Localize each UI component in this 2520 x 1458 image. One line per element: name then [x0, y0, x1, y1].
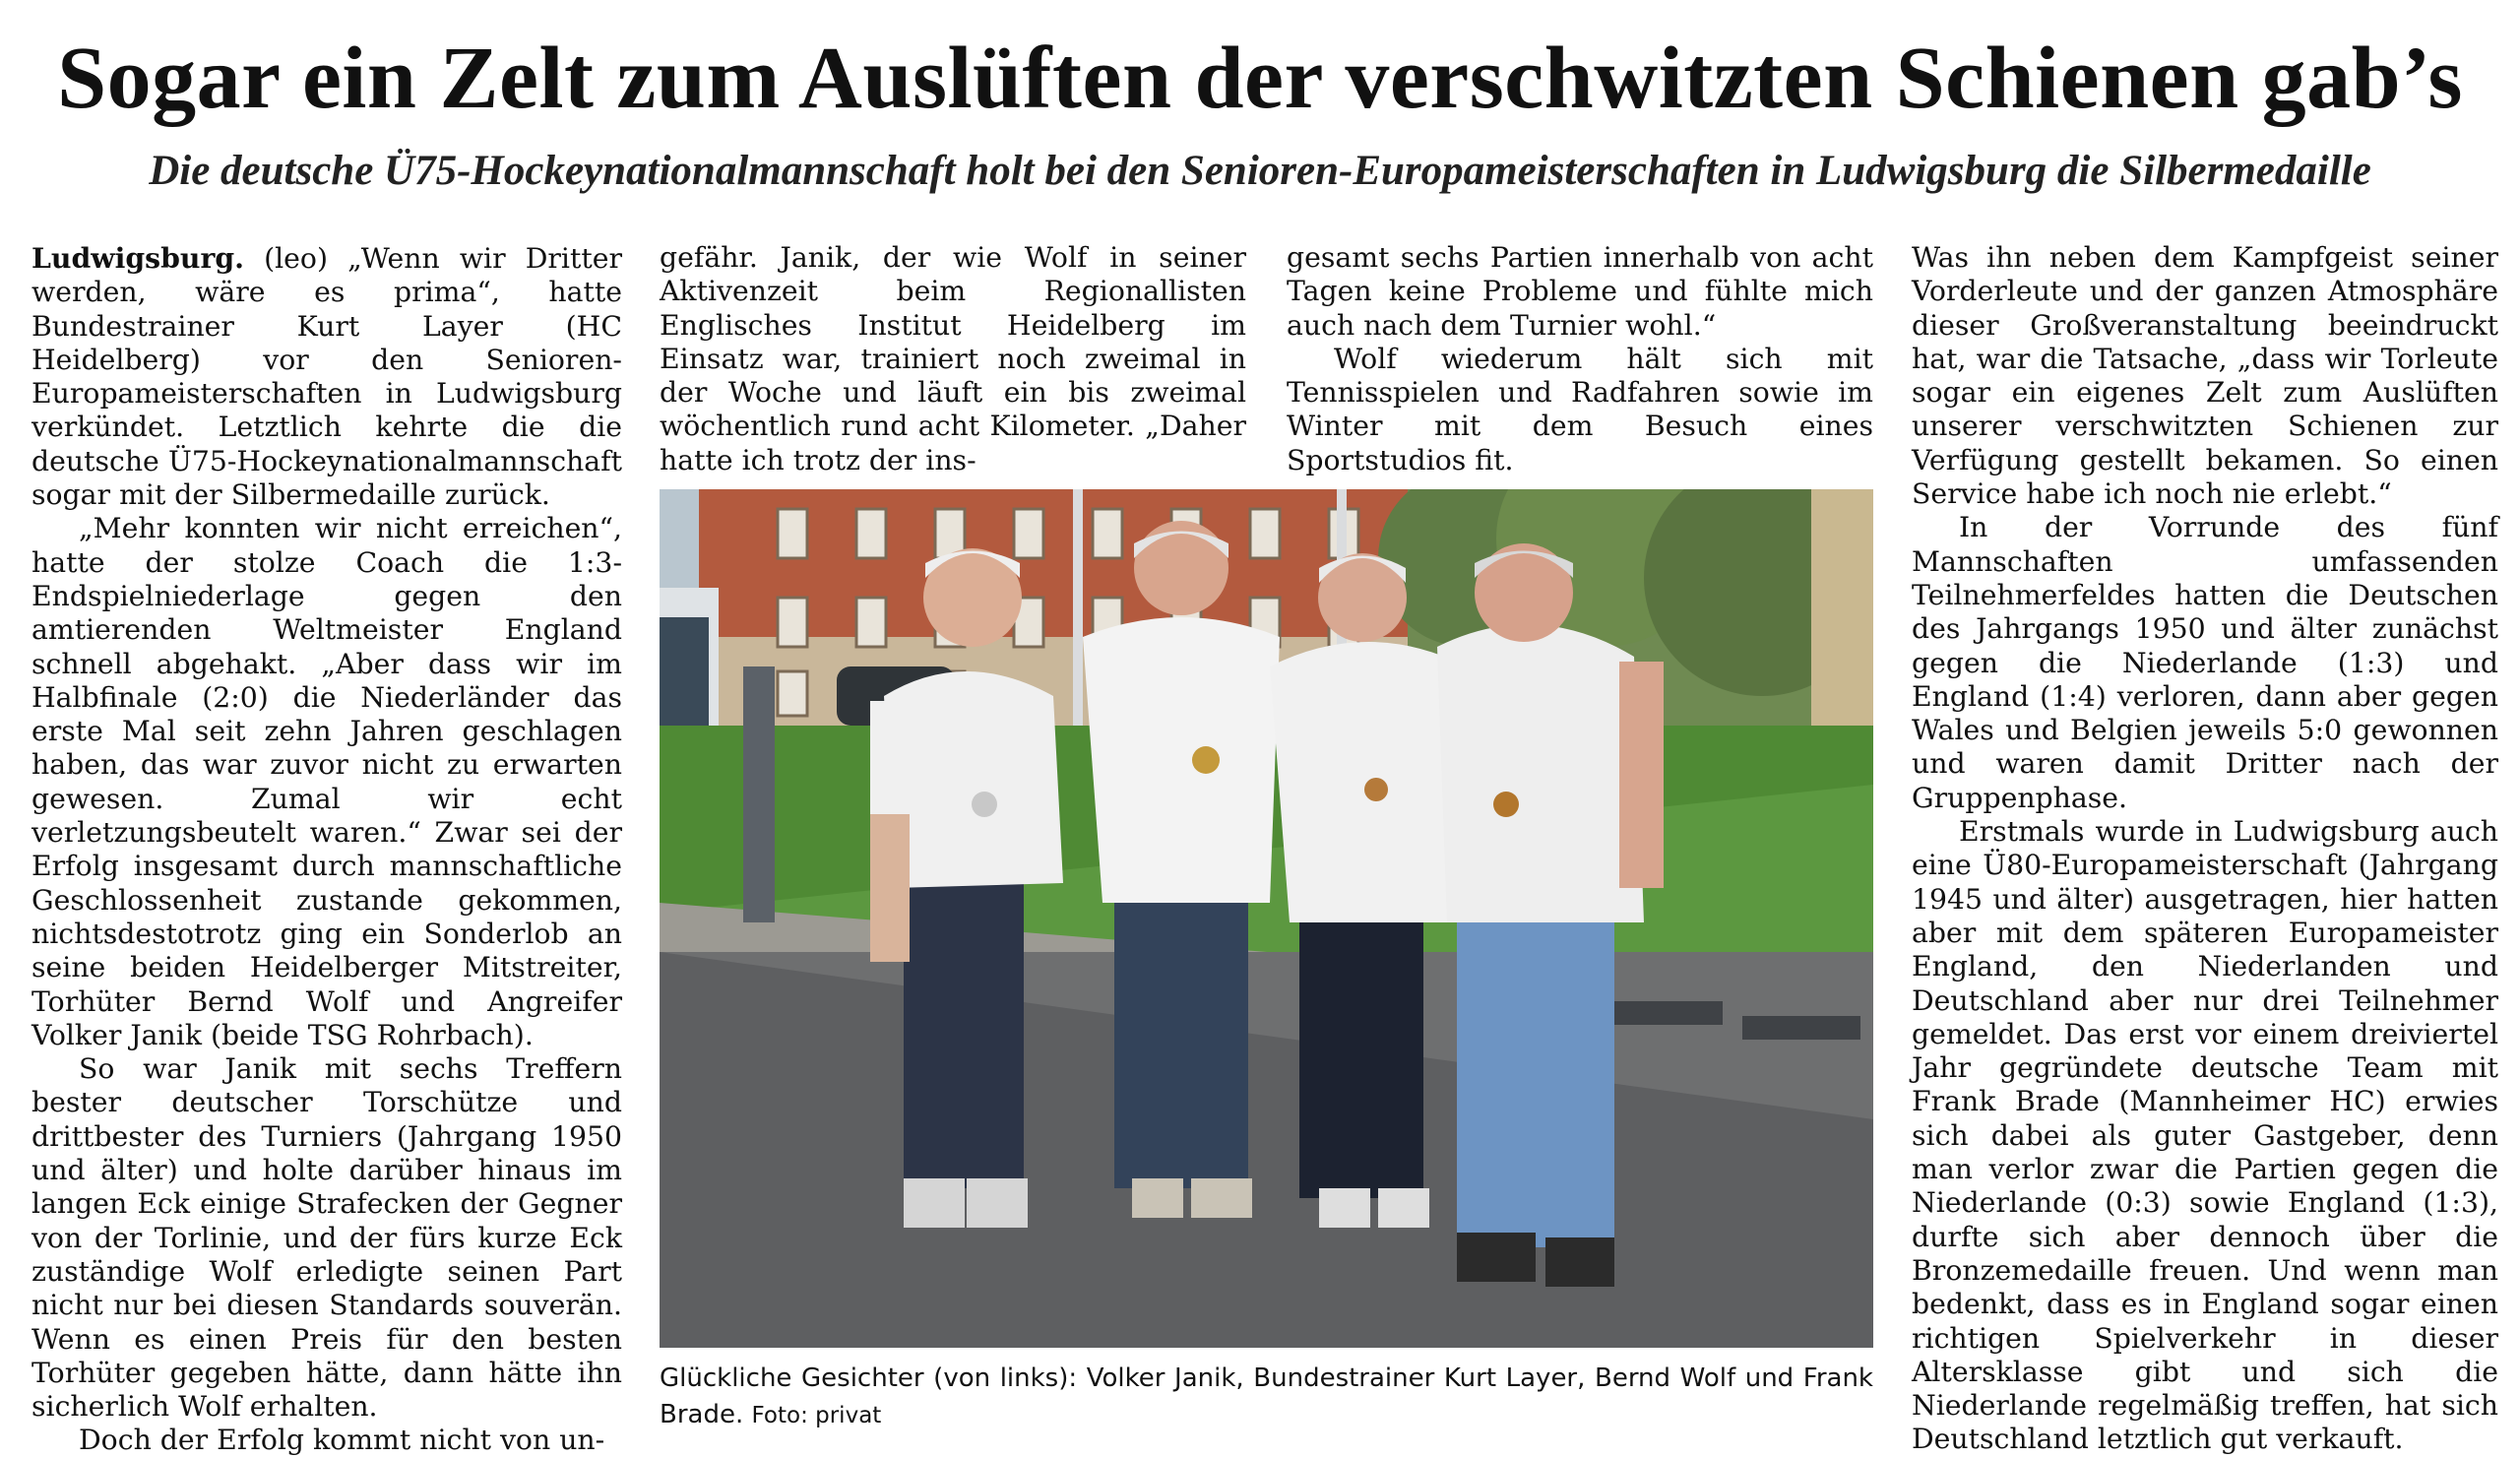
- team-photo: [660, 489, 1873, 1348]
- paragraph: So war Janik mit sechs Treffern bester deutscher Torschütze und drittbester des Turniers (Jahrgang 1950 und älter) und holte darüber hinaus im langen Eck einige Strafecken der Gegner von der Torlinie, und der fürs kurze Eck zuständige Wolf erledigte seinen Part nicht nur bei diesen Standards souverän. Wenn es einen Preis für den besten Torhüter gegeben hätte, dann hätte ihn sicherlich Wolf erhalten.: [32, 1052, 622, 1424]
- paragraph: gefähr. Janik, der wie Wolf in seiner Aktivenzeit beim Regionallisten Englisches Institut Heidelberg im Einsatz war, trainiert noch zweimal in der Woche und läuft ein bis zweimal wöchentlich rund acht Kilometer. „Daher hatte ich trotz der ins-: [660, 241, 1246, 476]
- paragraph: „Mehr konnten wir nicht erreichen“, hatte der stolze Coach die 1:3-Endspielniederlage gegen den amtierenden Weltmeister England schnell abgehakt. „Aber dass wir im Halbfinale (2:0) die Niederländer das erste Mal seit zehn Jahren geschlagen haben, das war zuvor nicht zu erwarten gewesen. Zumal wir echt verletzungsbeutelt waren.“ Zwar sei der Erfolg insgesamt durch mannschaftliche Geschlossenheit zustande gekommen, nichtsdestotrotz ging ein Sonderlob an seine beiden Heidelberger Mitstreiter, Torhüter Bernd Wolf und Angreifer Volker Janik (beide TSG Rohrbach).: [32, 512, 622, 1051]
- paragraph: [32, 241, 622, 512]
- paragraph: Doch der Erfolg kommt nicht von un-: [79, 1424, 605, 1457]
- column-1: [32, 241, 622, 1458]
- caption-text: Glückliche Gesichter (von links): Volker Janik, Bundestrainer Kurt Layer, Bernd Wolf und Frank Brade.: [660, 1363, 1873, 1429]
- photo-caption: [660, 1361, 1873, 1434]
- paragraph-text: (leo) „Wenn wir Dritter werden, wäre es prima“, hatte Bundestrainer Kurt Layer (HC Heidelberg) vor den Senioren-Europameisterschaften in Ludwigsburg verkündet. Letztlich kehrte die die deutsche Ü75-Hockeynationalmannschaft sogar mit der Silbermedaille zurück.: [32, 242, 622, 512]
- paragraph: gesamt sechs Partien innerhalb von acht Tagen keine Probleme und fühlte mich auch nach dem Turnier wohl.“: [1287, 241, 1873, 342]
- headline: Sogar ein Zelt zum Auslüften der verschwitzten Schienen gab’s: [57, 30, 2463, 127]
- paragraph: Was ihn neben dem Kampfgeist seiner Vorderleute und der ganzen Atmosphäre dieser Großveranstaltung beeindruckt hat, war die Tatsache, „dass wir Torleute sogar ein eigenes Zelt zum Auslüften unserer verschwitzten Schienen zur Verfügung gestellt bekamen. So einen Service habe ich noch nie erlebt.“: [1912, 241, 2498, 511]
- column-4: [1912, 241, 2498, 1457]
- photo-credit: Foto: privat: [751, 1403, 882, 1428]
- paragraph: In der Vorrunde des fünf Mannschaften umfassenden Teilnehmerfeldes hatten die Deutschen des Jahrgangs 1950 und älter zunächst gegen die Niederlande (1:3) und England (1:4) verloren, dann aber gegen Wales und Belgien jeweils 5:0 gewonnen und waren damit Dritter nach der Gruppenphase.: [1912, 511, 2498, 814]
- subheadline: Die deutsche Ü75-Hockeynationalmannschaft holt bei den Senioren-Europameisterschaften in Ludwigsburg die Silbermedaille: [149, 148, 2371, 194]
- paragraph: Erstmals wurde in Ludwigsburg auch eine Ü80-Europameisterschaft (Jahrgang 1945 und älter) ausgetragen, hier hatten aber mit dem späteren Europameister England, den Niederlanden und Deutschland aber nur drei Teilnehmer gemeldet. Das erst vor einem dreiviertel Jahr gegründete deutsche Team mit Frank Brade (Mannheimer HC) erwies sich dabei als guter Gastgeber, denn man verlor zwar die Partien gegen die Niederlande (0:3) sowie England (1:3), durfte sich aber dennoch über die Bronzemedaille freuen. Und wenn man bedenkt, dass es in England sogar einen richtigen Spielverkehr in dieser Altersklasse gibt und sich die Niederlande regelmäßig treffen, hat sich Deutschland letztlich gut verkauft.: [1912, 815, 2498, 1456]
- column-2: [660, 241, 1246, 477]
- paragraph: Wolf wiederum hält sich mit Tennisspielen und Radfahren sowie im Winter mit dem Besuch eines Sportstudios fit.: [1287, 342, 1873, 476]
- column-3: [1287, 241, 1873, 477]
- dateline: Ludwigsburg.: [32, 241, 244, 275]
